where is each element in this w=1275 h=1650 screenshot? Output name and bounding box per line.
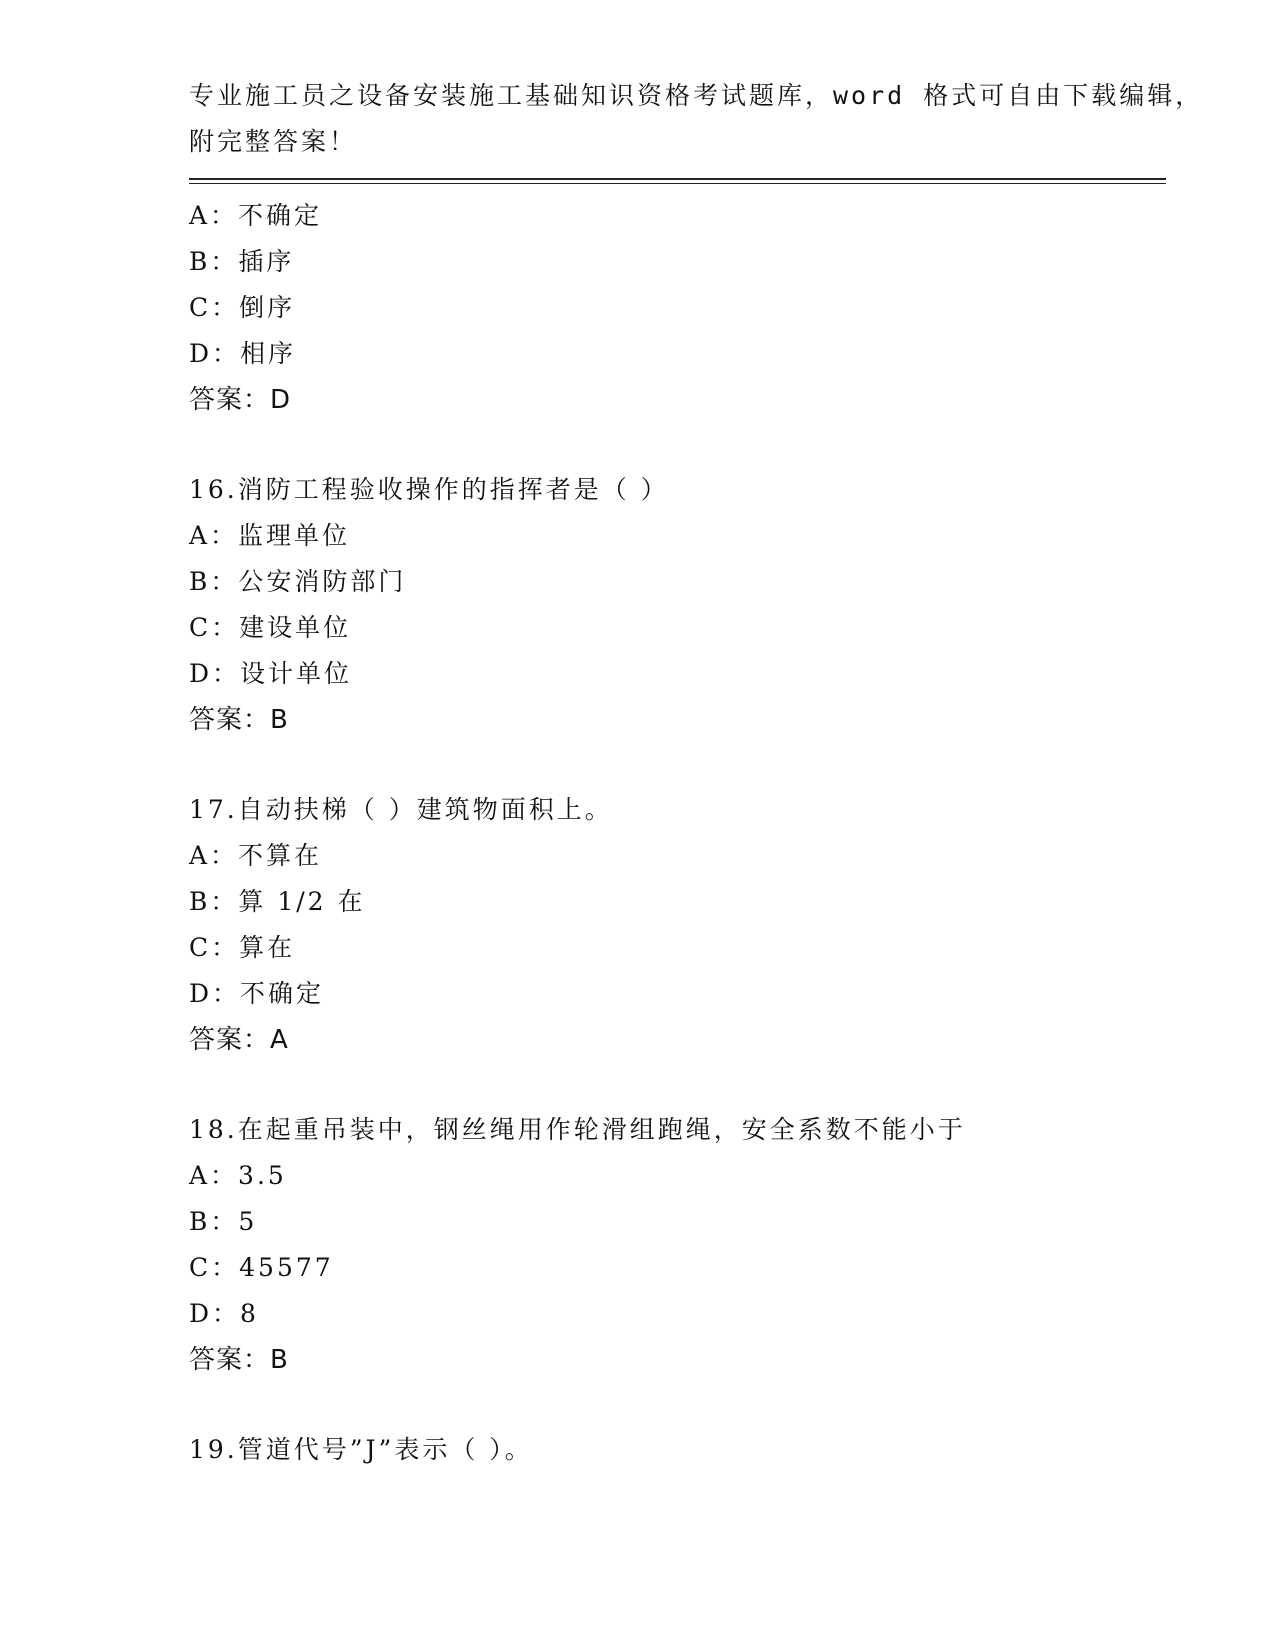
option-d: D：不确定 [189,979,325,1008]
question-list [189,193,1169,1473]
header-line-2: 附完整答案！ [189,127,358,156]
document-header [189,73,1204,165]
question-text: 19.管道代号”J”表示（ ）。 [189,1435,533,1464]
spacer [189,1063,1169,1107]
option-c: C：算在 [189,933,296,962]
answer-line: 答案：D [189,385,292,415]
spacer [189,1383,1169,1427]
option-c: C：45577 [189,1253,334,1282]
option-b: B：5 [189,1207,258,1236]
answer-line: 答案：A [189,1025,289,1055]
option-d: D：8 [189,1299,259,1328]
question-16-block [189,467,1169,743]
question-text: 18.在起重吊装中，钢丝绳用作轮滑组跑绳，安全系数不能小于 [189,1115,966,1144]
question-17-block [189,787,1169,1063]
question-text: 17.自动扶梯（ ）建筑物面积上。 [189,795,613,824]
spacer [189,743,1169,787]
option-b: B：算 1/2 在 [189,887,366,916]
option-d: D：相序 [189,339,297,368]
option-c: C：建设单位 [189,613,352,642]
option-c: C：倒序 [189,293,296,322]
question-19-block [189,1427,1169,1473]
option-a: A：3.5 [189,1161,287,1190]
option-b: B：公安消防部门 [189,567,407,596]
question-text: 16.消防工程验收操作的指挥者是（ ） [189,475,669,504]
option-a: A：不算在 [189,841,323,870]
spacer [189,423,1169,467]
answer-line: 答案：B [189,705,289,735]
option-a: A：监理单位 [189,521,351,550]
option-d: D：设计单位 [189,659,353,688]
answer-line: 答案：B [189,1345,289,1375]
option-a: A：不确定 [189,201,323,230]
header-rule-thick [189,178,1166,180]
option-b: B：插序 [189,247,295,276]
question-15-block [189,193,1169,423]
header-rule-thin [189,183,1166,184]
header-line-1: 专业施工员之设备安装施工基础知识资格考试题库，word 格式可自由下载编辑， [189,81,1204,110]
question-18-block [189,1107,1169,1383]
